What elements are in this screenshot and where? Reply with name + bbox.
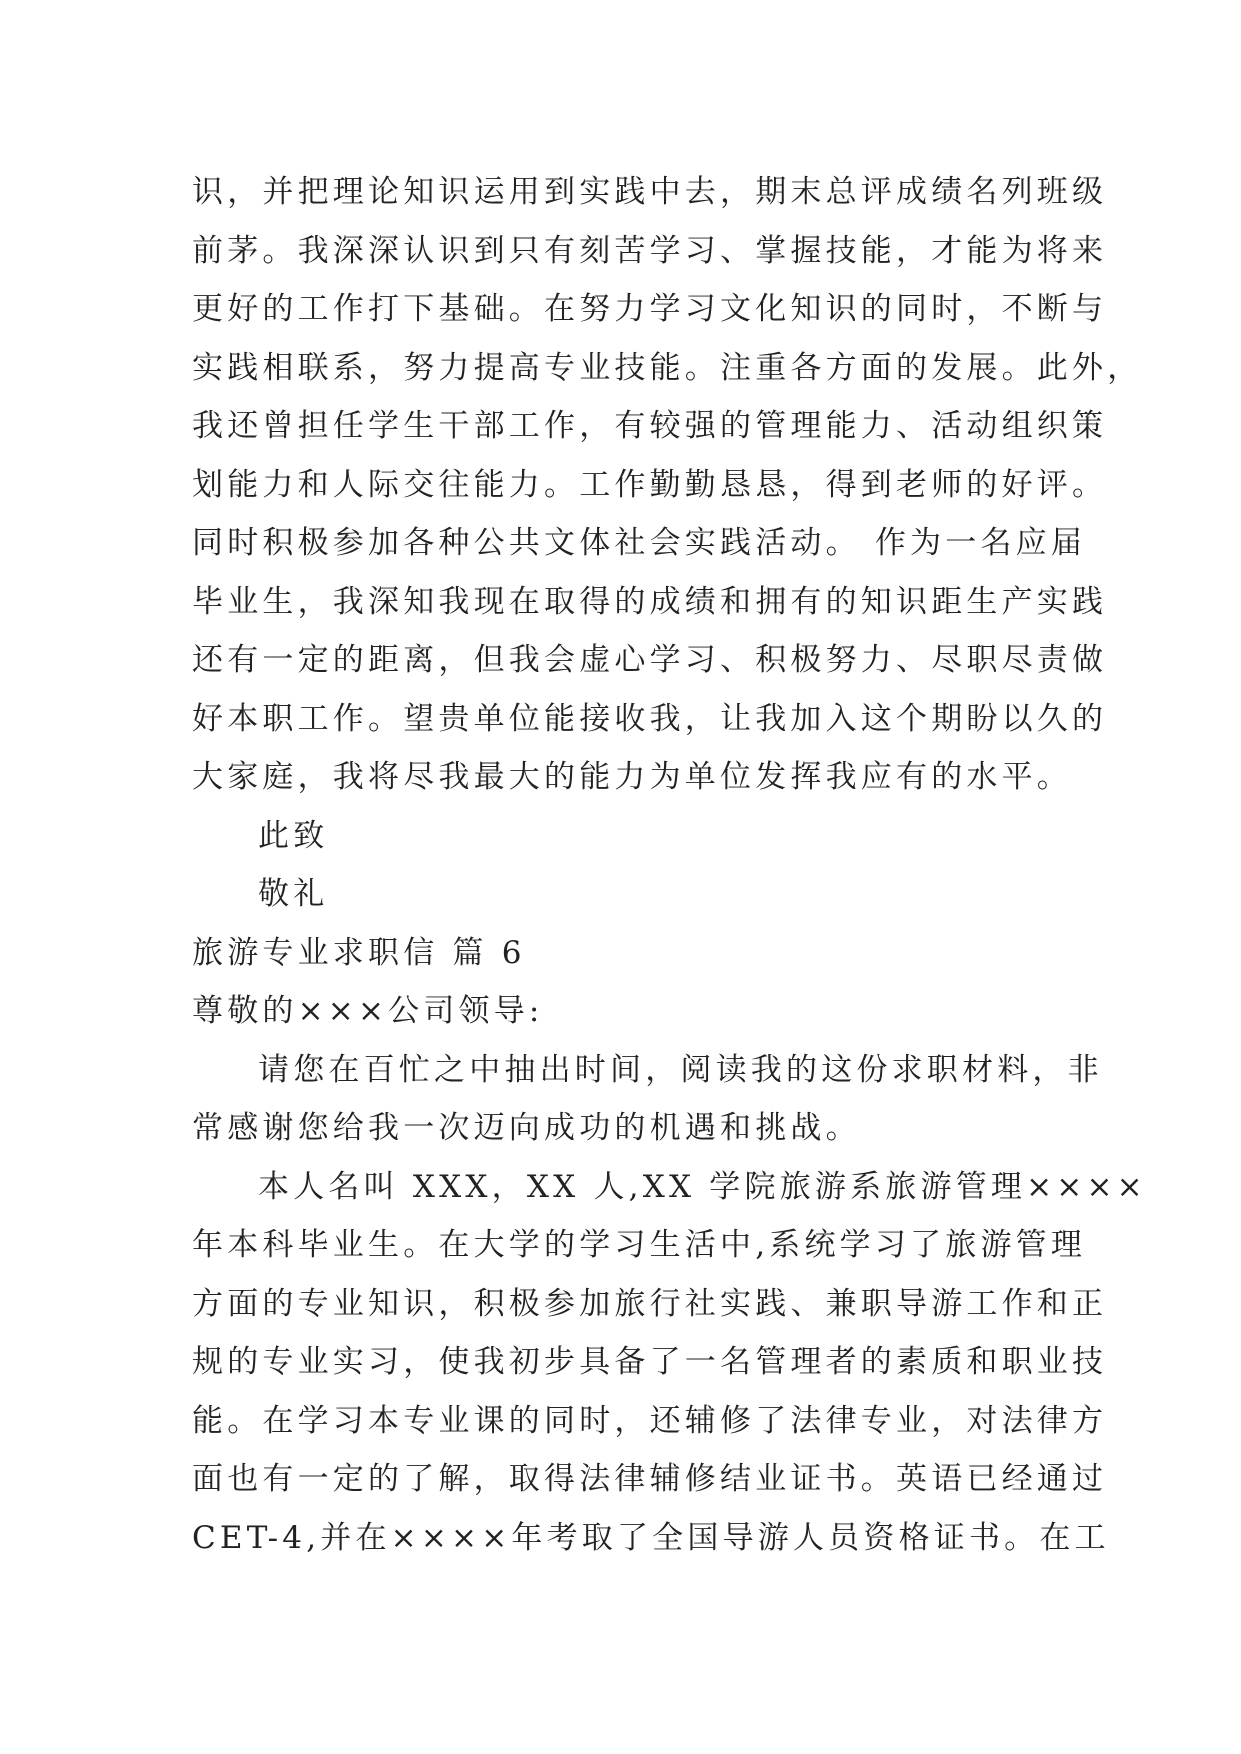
body-line: CET-4,并在××××年考取了全国导游人员资格证书。在工 [192,1519,1110,1556]
body-line: 年本科毕业生。在大学的学习生活中,系统学习了旅游管理 [192,1227,1087,1263]
body-line: 常感谢您给我一次迈向成功的机遇和挑战。 [192,1110,861,1146]
body-line: 毕业生，我深知我现在取得的成绩和拥有的知识距生产实践 [192,583,1108,620]
body-line: 请您在百忙之中抽出时间，阅读我的这份求职材料，非 [258,1051,1103,1088]
body-line: 方面的专业知识，积极参加旅行社实践、兼职导游工作和正 [192,1285,1108,1322]
body-line: 同时积极参加各种公共文体社会实践活动。 作为一名应届 [192,525,1087,561]
body-line: 好本职工作。望贵单位能接收我，让我加入这个期盼以久的 [192,700,1108,737]
body-line: 本人名叫 XXX，XX 人,XX 学院旅游系旅游管理×××× [258,1168,1147,1205]
body-line: 更好的工作打下基础。在努力学习文化知识的同时，不断与 [192,291,1108,327]
letter-greeting: 尊敬的×××公司领导: [192,993,544,1029]
body-line: 我还曾担任学生干部工作，有较强的管理能力、活动组织策 [192,408,1108,444]
body-line: 规的专业实习，使我初步具备了一名管理者的素质和职业技 [192,1344,1108,1380]
body-line: 还有一定的距离，但我会虚心学习、积极努力、尽职尽责做 [192,642,1108,678]
body-line: 划能力和人际交往能力。工作勤勤恳恳，得到老师的好评。 [192,466,1108,503]
section-title: 旅游专业求职信 篇 6 [192,934,526,971]
body-line: 能。在学习本专业课的同时，还辅修了法律专业，对法律方 [192,1402,1108,1439]
body-line: 大家庭，我将尽我最大的能力为单位发挥我应有的水平。 [192,759,1072,795]
body-line: 面也有一定的了解，取得法律辅修结业证书。英语已经通过 [192,1461,1108,1497]
body-line: 实践相联系，努力提高专业技能。注重各方面的发展。此外， [192,349,1143,386]
letter-body [192,163,1147,1567]
closing-salutation: 此致 [258,817,329,854]
body-line: 识，并把理论知识运用到实践中去，期末总评成绩名列班级 [192,174,1108,210]
closing-regards: 敬礼 [258,876,329,912]
body-line: 前茅。我深深认识到只有刻苦学习、掌握技能，才能为将来 [192,232,1108,269]
